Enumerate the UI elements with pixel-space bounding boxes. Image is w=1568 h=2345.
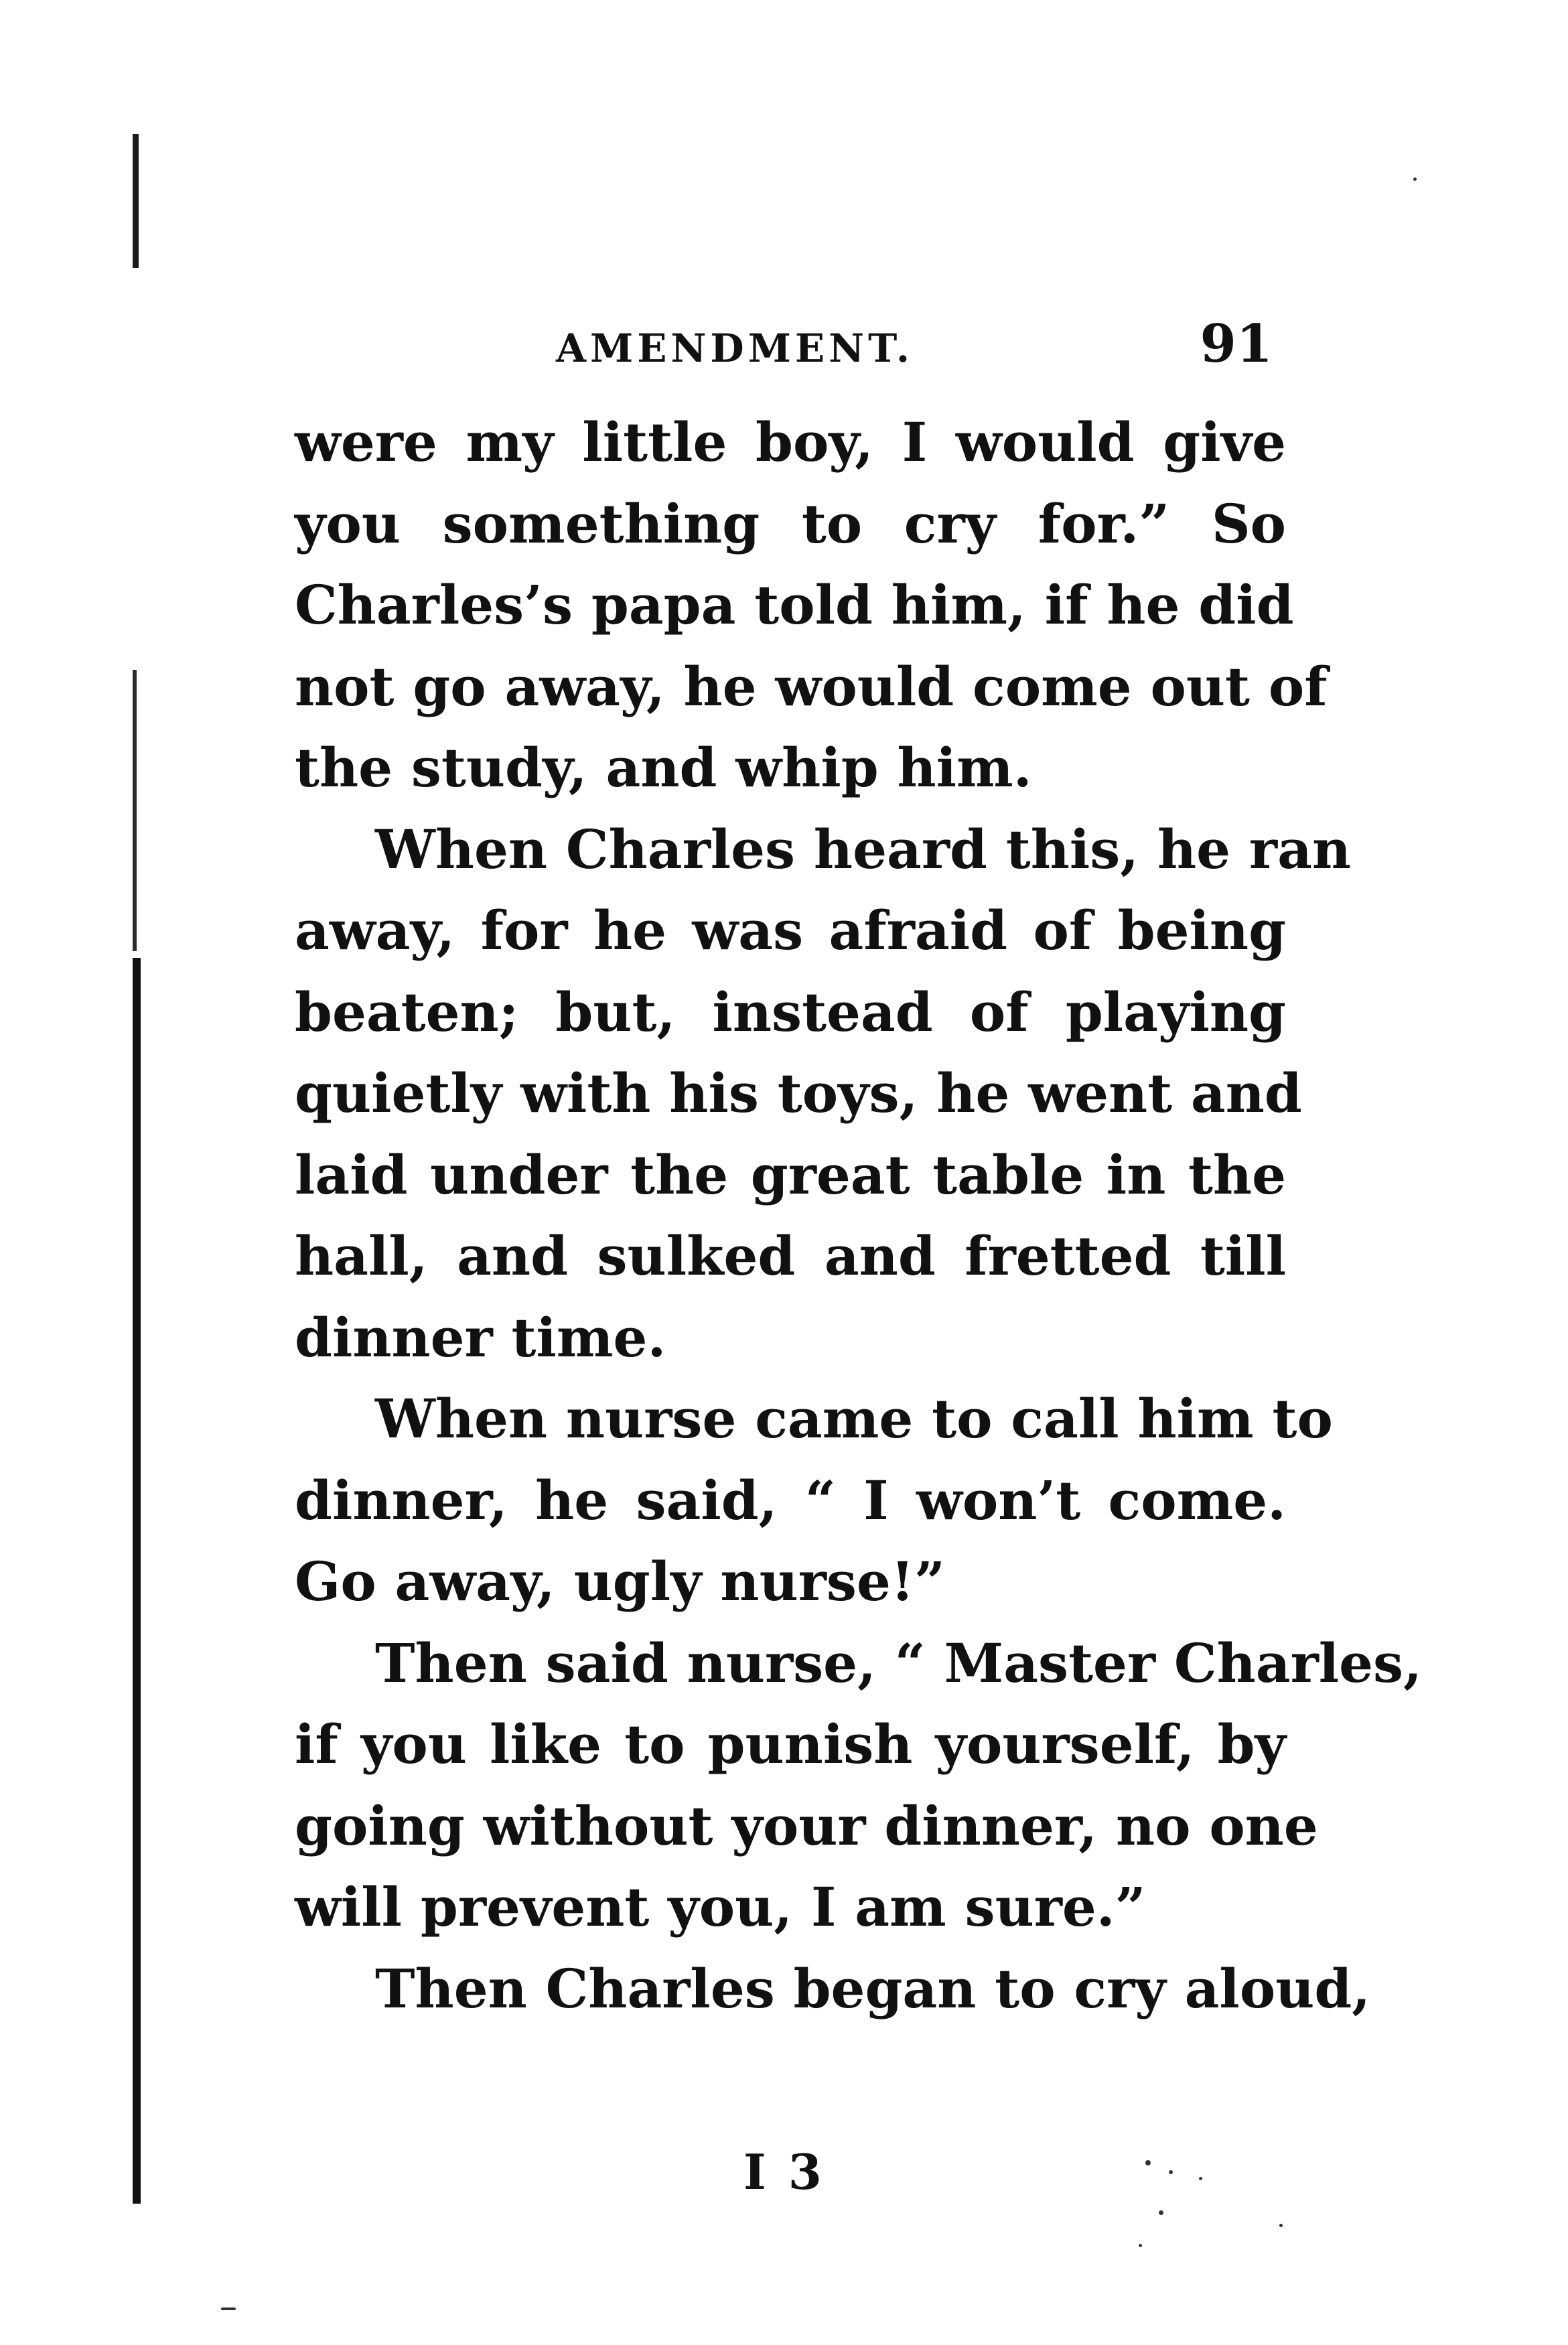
page-number: 91 (1200, 313, 1273, 374)
ink-speck (1413, 177, 1417, 181)
binding-edge-lower (133, 958, 141, 2204)
binding-edge-middle (133, 670, 137, 951)
text-line: will prevent you, I am sure.” (295, 1875, 1146, 1938)
text-line: laid under the great table in the (295, 1143, 1286, 1206)
text-line: When Charles heard this, he ran (375, 817, 1352, 881)
text-line: beaten; but, instead of playing (295, 980, 1286, 1044)
ink-speck (1139, 2244, 1142, 2247)
text-line: Then Charles began to cry aloud, (375, 1957, 1371, 2020)
running-head-title: AMENDMENT. (556, 326, 914, 371)
text-line: dinner time. (295, 1305, 666, 1369)
text-line: you something to cry for.” So (295, 492, 1286, 555)
signature-mark: I 3 (743, 2143, 825, 2200)
ink-speck (1199, 2177, 1202, 2180)
ink-speck (1145, 2160, 1151, 2165)
text-line: dinner, he said, “ I won’t come. (295, 1468, 1286, 1532)
running-head (288, 313, 1293, 374)
body-text (295, 402, 1422, 2030)
text-line: When nurse came to call him to (375, 1387, 1333, 1450)
ink-speck (1169, 2170, 1173, 2174)
text-line: the study, and whip him. (295, 736, 1032, 799)
text-line: away, for he was afraid of being (295, 899, 1286, 962)
text-line: Then said nurse, “ Master Charles, (375, 1631, 1422, 1695)
text-line: going without your dinner, no one (295, 1794, 1318, 1857)
ink-speck (221, 2307, 236, 2310)
text-line: Charles’s papa told him, if he did (295, 573, 1294, 636)
ink-speck (1279, 2224, 1283, 2227)
ink-speck (1159, 2210, 1163, 2215)
text-line: not go away, he would come out of (295, 654, 1328, 718)
text-line: Go away, ugly nurse!” (295, 1550, 945, 1613)
text-line: hall, and sulked and fretted till (295, 1224, 1286, 1287)
binding-edge-top (133, 134, 139, 268)
text-line: were my little boy, I would give (295, 411, 1286, 474)
text-line: if you like to punish yourself, by (295, 1713, 1286, 1776)
text-line: quietly with his toys, he went and (295, 1062, 1302, 1125)
